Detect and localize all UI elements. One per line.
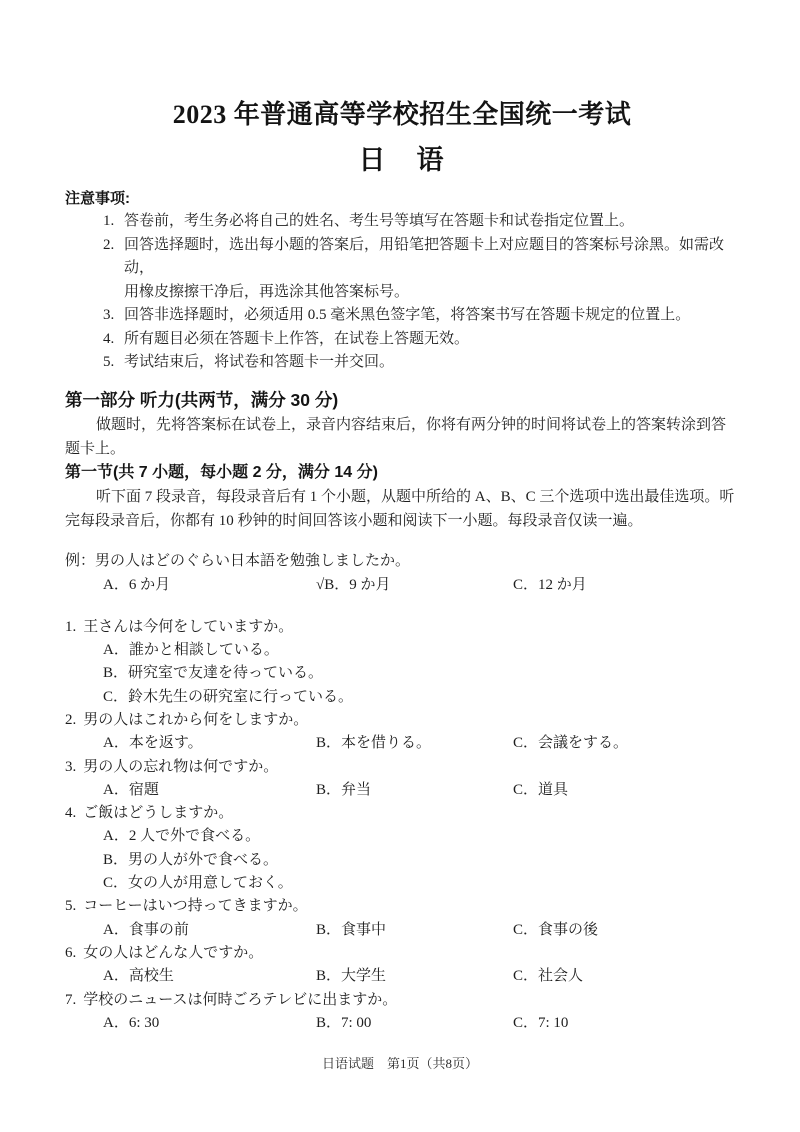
option-b: B．本を借りる。 (316, 735, 432, 752)
question-number: 7. (65, 991, 77, 1008)
listening-questions (65, 616, 739, 1035)
option-a: A．高校生 (103, 968, 174, 985)
exam-title: 2023 年普通高等学校招生全国统一考试 (172, 100, 632, 129)
part1-intro (65, 413, 739, 461)
question-number: 2. (65, 711, 77, 728)
question-number: 1. (65, 618, 77, 635)
part1-intro-line: 题卡上。 (65, 440, 126, 457)
option-c: C．7: 10 (513, 1014, 569, 1031)
question-7 (65, 989, 739, 1036)
note-number: 1. (103, 213, 115, 229)
notice-item-2 (65, 234, 739, 305)
option-c: C．社会人 (513, 968, 584, 985)
option-b: B．食事中 (316, 921, 387, 938)
question-4 (65, 802, 739, 895)
part1-heading: 第一部分 听力(共两节，满分 30 分) (65, 389, 339, 410)
question-3 (65, 756, 739, 803)
question-text: 王さんは今何をしていますか。 (83, 618, 294, 635)
option-b: B．研究室で友達を待っている。 (103, 665, 324, 682)
note-number: 5. (103, 354, 115, 370)
section1-intro (65, 485, 739, 533)
question-5 (65, 895, 739, 942)
question-text: 学校のニュースは何時ごろテレビに出ますか。 (83, 991, 398, 1008)
option-a: A．宿題 (103, 781, 159, 798)
option-a: A．食事の前 (103, 921, 189, 938)
section1-intro-line: 听下面 7 段录音，每段录音后有 1 个小题，从题中所给的 A、B、C 三个选项中选出最佳选项。听 (96, 488, 735, 505)
notice-item-5 (65, 351, 739, 375)
option-a: A．本を返す。 (103, 735, 203, 752)
section1-heading: 第一节(共 7 小题，每小题 2 分，满分 14 分) (65, 463, 378, 481)
part1-intro-line: 做题时，先将答案标在试卷上，录音内容结束后，你将有两分钟的时间将试卷上的答案转涂到答 (96, 416, 727, 433)
question-text: 男の人はこれから何をしますか。 (83, 711, 309, 728)
option-b: B．7: 00 (316, 1014, 372, 1031)
question-text: 女の人はどんな人ですか。 (83, 944, 264, 961)
question-number: 6. (65, 944, 77, 961)
example-option-a: A．6 か月 (103, 576, 171, 593)
question-2 (65, 709, 739, 756)
question-text: コーヒーはいつ持ってきますか。 (83, 898, 308, 915)
example-question: 男の人はどのぐらい日本語を勉強しましたか。 (95, 552, 411, 569)
option-b: B．男の人が外で食べる。 (103, 851, 279, 868)
question-6 (65, 942, 739, 989)
page-footer: 日语试题 第1页（共8页） (321, 1056, 478, 1071)
question-1 (65, 616, 739, 709)
note-number: 2. (103, 236, 115, 253)
question-text: 男の人の忘れ物は何ですか。 (83, 758, 279, 775)
option-a: A．2 人で外で食べる。 (103, 828, 261, 845)
example-question-line (65, 550, 739, 573)
subject-title: 日 语 (358, 145, 446, 175)
question-number: 4. (65, 805, 77, 822)
example-block (65, 550, 739, 597)
option-b: B．大学生 (316, 968, 387, 985)
note-text: 所有题目必须在答题卡上作答，在试卷上答题无效。 (124, 330, 470, 347)
notice-item-1 (65, 210, 739, 234)
option-c: C．食事の後 (513, 921, 599, 938)
question-text: ご飯はどうしますか。 (83, 805, 234, 822)
example-option-c: C．12 か月 (513, 576, 587, 593)
example-option-b-checked: √B．9 か月 (316, 576, 391, 593)
note-text: 回答非选择题时，必须适用 0.5 毫米黑色签字笔，将答案书写在答题卡规定的位置上。 (124, 307, 691, 323)
notice-section (65, 188, 739, 375)
question-number: 3. (65, 758, 77, 775)
page-content (65, 0, 739, 1035)
option-c: C．鈴木先生の研究室に行っている。 (103, 688, 354, 705)
notice-item-3 (65, 304, 739, 328)
example-label: 例： (65, 552, 96, 569)
question-number: 5. (65, 898, 77, 915)
section1-intro-line: 完每段录音后，你都有 10 秒钟的时间回答该小题和阅读下一小题。每段录音仅读一遍。 (65, 512, 643, 529)
option-c: C．女の人が用意しておく。 (103, 875, 293, 892)
option-c: C．道具 (513, 781, 569, 798)
option-a: A．6: 30 (103, 1014, 160, 1031)
option-c: C．会議をする。 (513, 735, 629, 752)
notice-item-4 (65, 328, 739, 352)
note-text: 回答选择题时，选出每小题的答案后，用铅笔把答题卡上对应题目的答案标号涂黑。如需改动， 用橡皮擦擦干净后，再选涂其他答案标号。 (124, 236, 725, 300)
note-number: 3. (103, 307, 115, 323)
option-b: B．弁当 (316, 781, 372, 798)
notice-heading: 注意事项: (65, 190, 130, 207)
option-a: A．誰かと相談している。 (103, 642, 279, 659)
note-number: 4. (103, 330, 115, 347)
note-text: 考试结束后，将试卷和答题卡一并交回。 (124, 354, 395, 370)
example-options-row (65, 573, 739, 597)
note-text: 答卷前，考生务必将自己的姓名、考生号等填写在答题卡和试卷指定位置上。 (124, 213, 635, 229)
